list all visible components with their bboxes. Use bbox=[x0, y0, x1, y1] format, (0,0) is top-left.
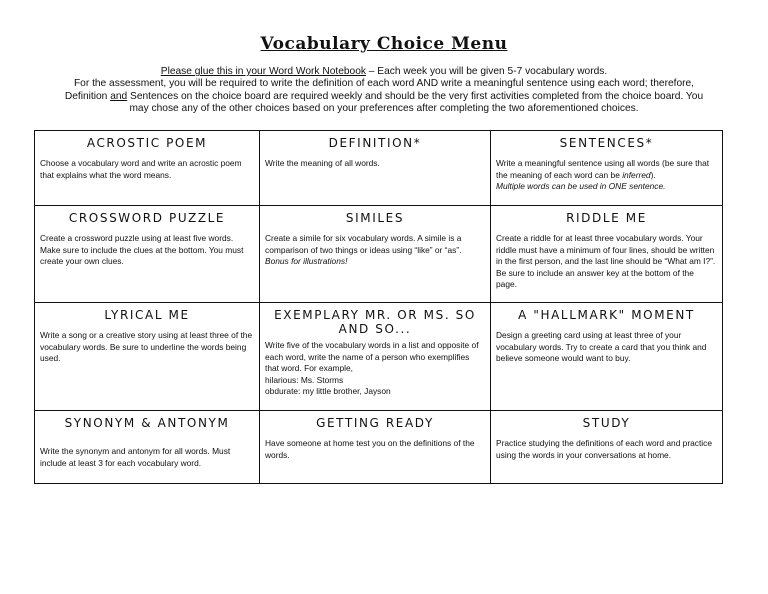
cell-exemplary bbox=[260, 303, 491, 411]
cell-body: Create a crossword puzzle using at least five words. Make sure to include the clues at the bottom. You must create your own clues. bbox=[40, 233, 244, 267]
cell-title: STUDY bbox=[582, 416, 631, 430]
choice-board bbox=[34, 130, 723, 484]
cell-definition bbox=[260, 131, 491, 206]
cell-body: Write a song or a creative story using at least three of the vocabulary words. Be sure to underline the words being used. bbox=[40, 330, 253, 364]
cell-title: CROSSWORD PUZZLE bbox=[68, 211, 226, 225]
body-text: Create a simile for six vocabulary words. A simile is a comparison of two things or ideas using “like” or “as”. bbox=[265, 233, 462, 255]
cell-study bbox=[491, 411, 723, 484]
cell-title: SENTENCES* bbox=[559, 136, 654, 150]
cell-title: RIDDLE ME bbox=[566, 211, 647, 225]
cell-title: LYRICAL ME bbox=[104, 308, 190, 322]
cell-body bbox=[265, 233, 485, 268]
cell-sentences bbox=[491, 131, 723, 206]
cell-body: Write the meaning of all words. bbox=[265, 158, 380, 168]
board-row bbox=[35, 131, 723, 206]
cell-body: Have someone at home test you on the definitions of the words. bbox=[265, 438, 475, 460]
cell-similes bbox=[260, 206, 491, 303]
board-row bbox=[35, 303, 723, 411]
cell-title: SYNONYM & ANTONYM bbox=[64, 416, 230, 430]
cell-lyrical-me bbox=[35, 303, 260, 411]
cell-title: ACROSTIC POEM bbox=[86, 136, 208, 150]
cell-body bbox=[265, 340, 485, 398]
cell-title: GETTING READY bbox=[316, 416, 434, 430]
board-row bbox=[35, 206, 723, 303]
cell-body: Create a riddle for at least three vocabulary words. Your riddle must have a minimum of four lines, should be written in the first person, and the last line should be “What am I?”. Be sure to include an answer key at the bottom of the page. bbox=[496, 233, 716, 290]
cell-synonym-antonym bbox=[35, 411, 260, 484]
cell-title: SIMILES bbox=[345, 211, 405, 225]
body-text: Write a meaningful sentence using all words (be sure that the meaning of each word can be bbox=[496, 158, 710, 180]
cell-crossword-puzzle bbox=[35, 206, 260, 303]
glue-instruction: Please glue this in your Word Work Notebook bbox=[160, 66, 366, 77]
cell-body bbox=[496, 158, 717, 193]
cell-getting-ready bbox=[260, 411, 491, 484]
cell-riddle-me bbox=[491, 206, 723, 303]
inferred-word: inferred bbox=[622, 169, 651, 180]
page-title: Vocabulary Choice Menu bbox=[260, 34, 508, 54]
cell-acrostic-poem bbox=[35, 131, 260, 206]
cell-hallmark-moment bbox=[491, 303, 723, 411]
intro-line1: – Each week you will be given 5-7 vocabulary words. bbox=[365, 66, 608, 77]
body-text: Write five of the vocabulary words in a list and opposite of each word, write the name of a person who exemplifies that word. For example, bbox=[265, 340, 479, 374]
cell-body: Practice studying the definitions of each word and practice using the words in your conversations at home. bbox=[496, 438, 713, 460]
and-word: and bbox=[110, 90, 128, 102]
intro-line2-rest: Sentences on the choice board are required weekly and should be the very first activities completed from the choice board. You may chose any of the other choices based on your preferences after completing the two aforementioned choices. bbox=[127, 90, 704, 114]
cell-title: DEFINITION* bbox=[328, 136, 422, 150]
example-2: obdurate: my little brother, Jayson bbox=[265, 386, 391, 397]
multiple-words-note: Multiple words can be used in ONE sentence. bbox=[496, 181, 666, 192]
bonus-note: Bonus for illustrations! bbox=[265, 256, 348, 267]
cell-body: Write the synonym and antonym for all words. Must include at least 3 for each vocabulary word. bbox=[40, 446, 231, 468]
instructions-paragraph bbox=[60, 66, 708, 115]
example-1: hilarious: Ms. Storms bbox=[265, 374, 344, 385]
board-row bbox=[35, 411, 723, 484]
cell-body: Design a greeting card using at least three of your vocabulary words. Try to create a card that you think and believe someone would want to buy. bbox=[496, 330, 707, 364]
cell-body: Choose a vocabulary word and write an acrostic poem that explains what the word means. bbox=[40, 158, 242, 180]
cell-title: A "HALLMARK" MOMENT bbox=[518, 308, 695, 322]
cell-title: EXEMPLARY MR. OR MS. SO AND SO... bbox=[274, 308, 476, 336]
intro-line2: For the assessment, you will be required to write the definition of each word AND write a meaningful sentence using each word; therefore, Definition bbox=[64, 78, 695, 102]
body-text: ). bbox=[650, 169, 656, 180]
